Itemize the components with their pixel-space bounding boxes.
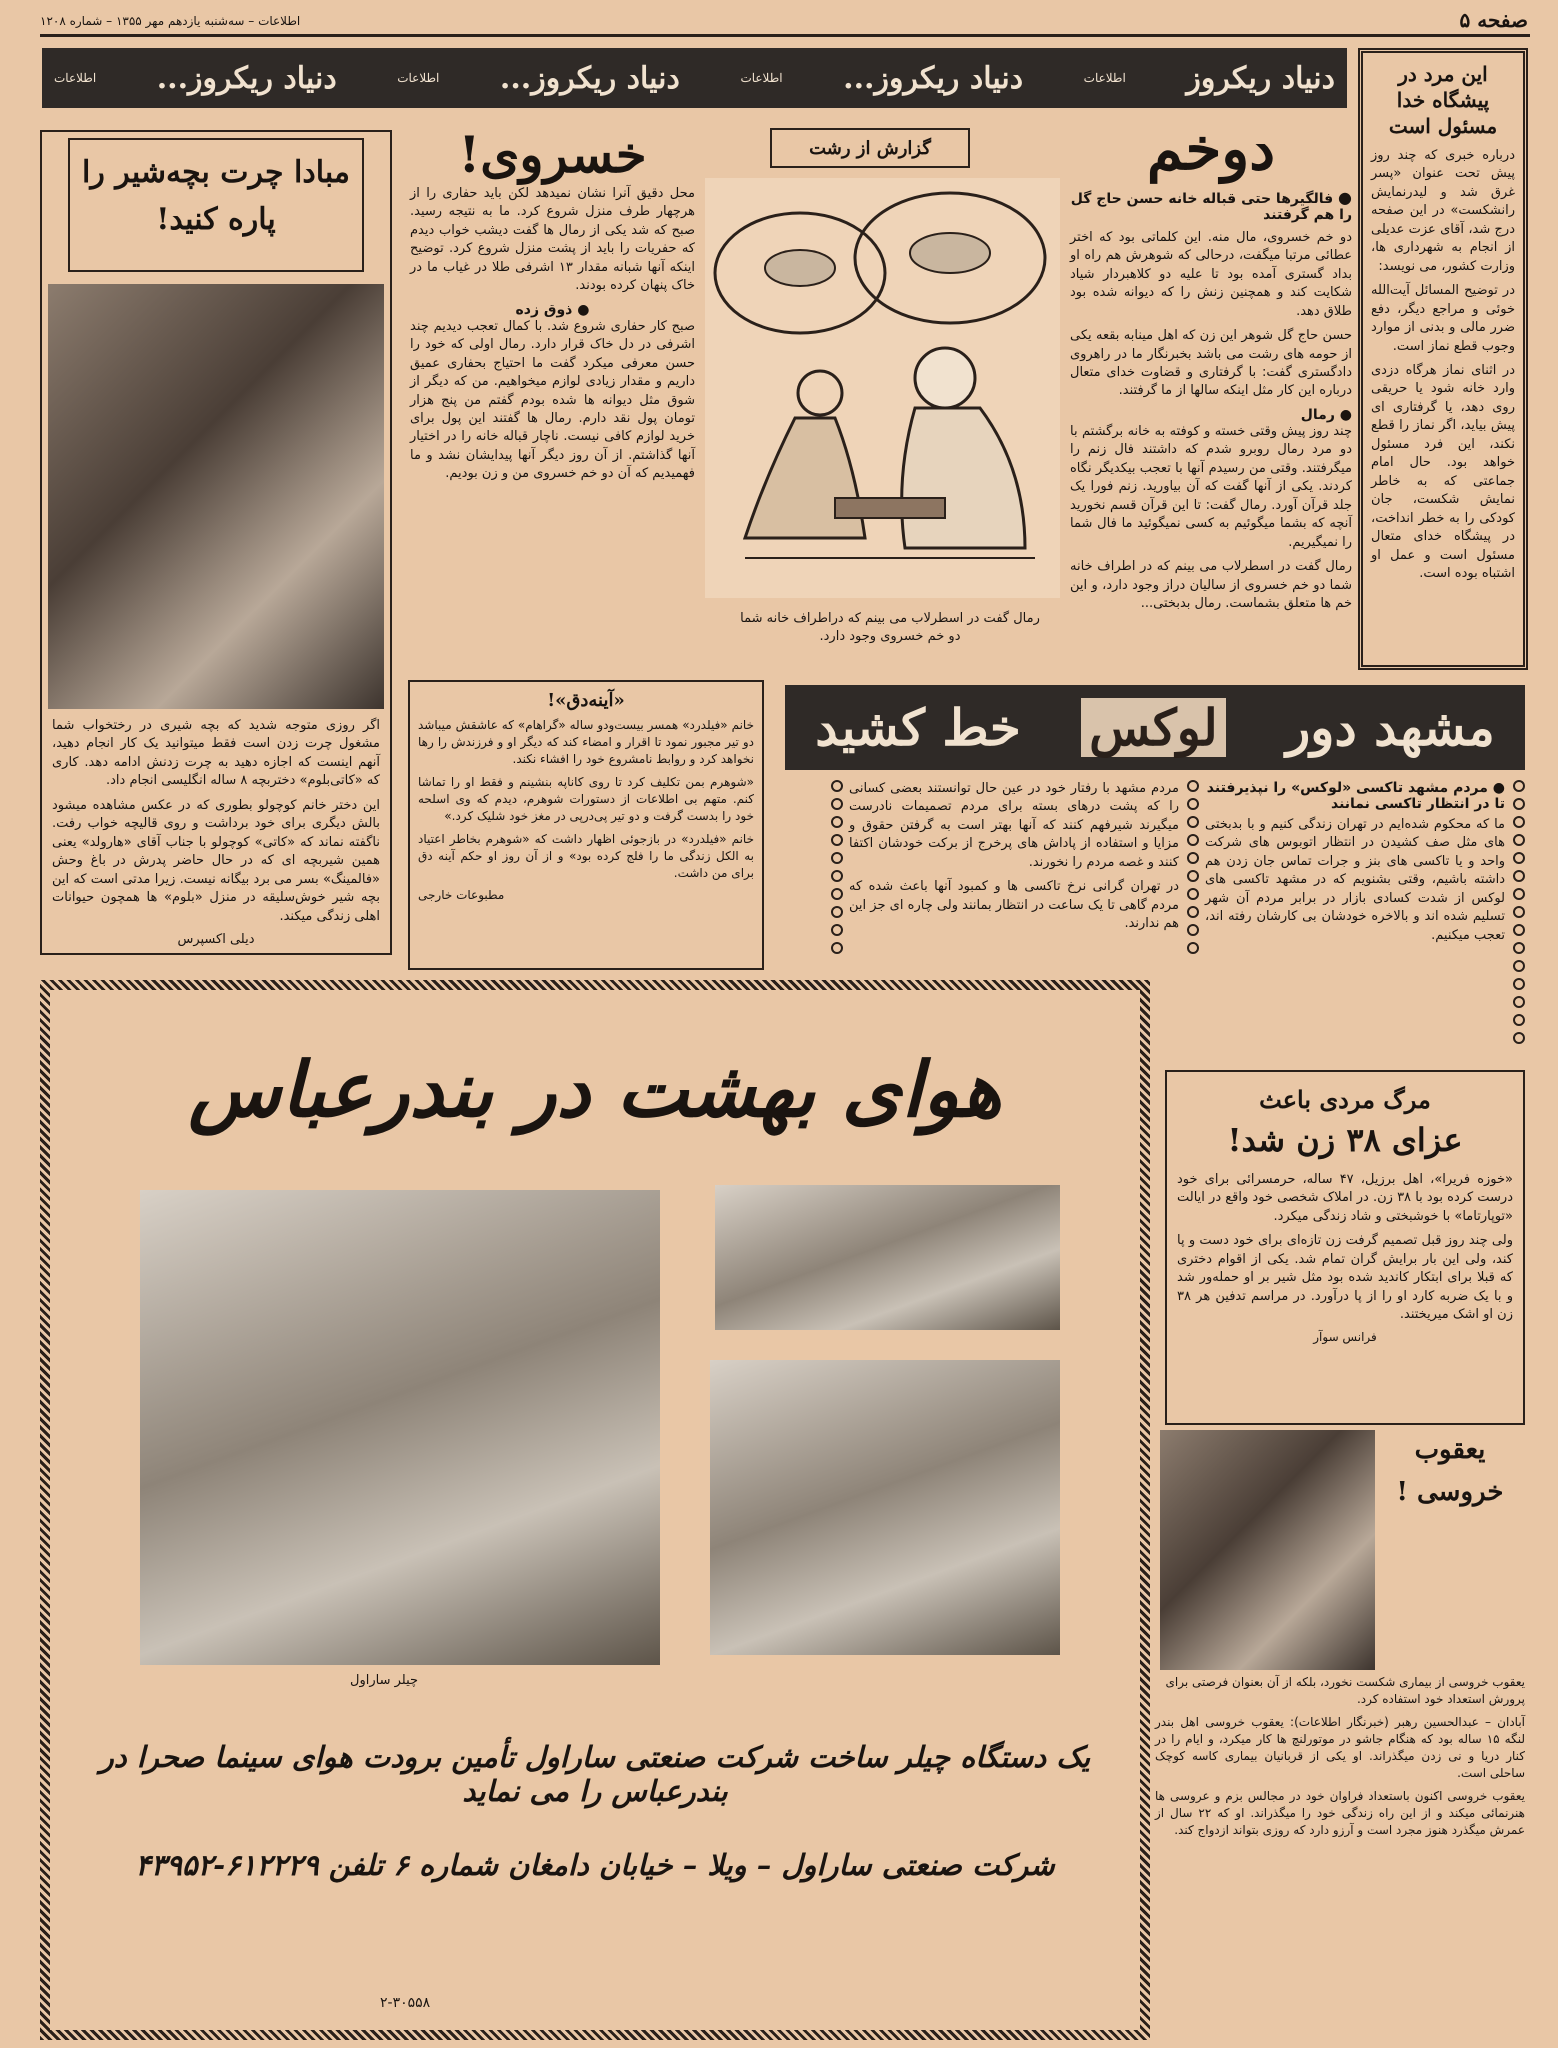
ad-code: ۲-۳۰۵۵۸ [380, 1995, 431, 2011]
article-title-a: مشهد دور [1286, 698, 1495, 757]
bullet-icon: ● [1339, 406, 1352, 423]
article-body: در توضیح المسائل آیت‌الله خوئی و مراجع دیگر، دفع ضرر مالی و بدنی از موارد وجوب قطع نماز است. [1371, 283, 1515, 354]
article-dukhom [1070, 115, 1352, 678]
header-rule [40, 34, 1530, 37]
article-death [1165, 1070, 1525, 1425]
article-credit: فرانس سوآر [1313, 1330, 1377, 1345]
bullet-icon: ● [1492, 780, 1505, 796]
article-body: در تهران گرانی نرخ تاکسی ها و کمبود آنها باعث شده که مردم گاهی تا یک ساعت در انتظار بمانند ولی چاره ای جز این هم ندارند. [849, 879, 1179, 932]
article-body: مردم مشهد با رفتار خود در عین حال توانستند بعضی کسانی را که پشت درهای بسته برای مردم تصمیمات نادرست میگیرند شیرفهم کنند که آنها بهتر است به گرفتن حقوق و مزایا و استفاده از پاداش های پرخرج از برکت خودشان اکتفا کنند و غصه مردم را نخورند. [849, 781, 1179, 870]
dot-border-middle [1185, 780, 1199, 1044]
bullet-icon: ● [577, 301, 590, 318]
cartoon-illustration [705, 178, 1060, 598]
cinema-exterior-photo [715, 1185, 1060, 1330]
banner-title-2: دنیاد ریکروز... [843, 60, 1024, 96]
article-body: در اثنای نماز هرگاه دزدی وارد خانه شود یا حریقی روی دهد، یا گرفتاری ای پیش بیاید، اگر نماز را قطع نکند، این فرد مسئول خواهد بود. حال امام جماعتی که به خاطر نمایش شکست، جان کودکی را به خطر انداخت، در پیشگاه خدای متعال مسئول است و عمل او اشتباه بوده است. [1371, 362, 1515, 581]
article-title: مبادا چرت بچه‌شیر را پاره کنید! [82, 155, 350, 237]
lion-cub-photo [48, 284, 384, 709]
article-body: خانم «فیلدرد» همسر بیست‌ودو ساله «گراهام» که عاشقش میباشد دو تیر مجبور نمود تا اقرار و امضاء کند که دیگر او و فرزندش را رها نخواهد کرد و روابط نامشروع خود را افشاء نکند. [418, 718, 754, 767]
banner-source-1: اطلاعات [1083, 71, 1126, 85]
ad-headline: هوای بهشت در بندرعباس [188, 1045, 1002, 1134]
article-title: خسروی! [458, 125, 647, 184]
article-subtitle: ● فالگیرها حتی قباله خانه حسن حاج گل را هم گرفتند [1070, 187, 1352, 223]
article-title-c: خط کشید [815, 698, 1021, 757]
article-body: «خوزه فریرا»، اهل برزیل، ۴۷ ساله، حرمسرائی برای خود درست کرده بود با ۳۸ زن. در املاک شخصی خود واقع در ایالت «توپارتاما» با خوشبختی و شاد زندگی میکرد. [1177, 1171, 1514, 1224]
article-body: حسن حاج گل شوهر این زن که اهل مینابه بقعه یکی از حومه های رشت می باشد بخبرنگار ما در راهروی دادگستری گفت: با گرفتاری و قضاوت خدای متعال درباره این کار مثل اینکه سالها از ما گرفتند. [1070, 328, 1352, 399]
article-body: «شوهرم بمن تکلیف کرد تا روی کاناپه بنشینم و فقط او را تماشا کنم. متهم بی اطلاعات از دستورات شوهرم، دیدم که وی اسلحه خود را بدست گرفت و دو تیر پی‌درپی در مغز خود شلیک کرد.» [418, 775, 754, 824]
article-body: محل دقیق آنرا نشان نمیدهد لکن باید حفاری را از هرچهار طرف منزل شروع کرد. ما به نتیجه رسید. صبح که شد یکی از رمال ها گفت دیشب خواب دیدم که حفریات را باید از پشت منزل شروع کرد. توضیح اینکه آنها شبانه مقدار ۱۳ اشرفی طلا در غیاب ما در خاک پنهان کرده بودند. [410, 186, 695, 294]
article-title: یعقوب [1414, 1435, 1486, 1465]
cinema-interior-photo [710, 1360, 1060, 1655]
article-body: دو خم خسروی، مال منه. این کلماتی بود که اختر عطائی مرتبا میگفت، درحالی که شوهرش هم راه او بداد گستری آمده بود تا علیه دو کلاهبردار شیاد شکایت کند و همچنین زنش را که دیوانه شده بود طلاق دهد. [1070, 229, 1352, 319]
issue-line: اطلاعات – سه‌شنبه یازدهم مهر ۱۳۵۵ – شماره ۱۲۰۸ [40, 14, 301, 28]
article-title: مرگ مردی باعث [1259, 1085, 1431, 1114]
article-subhead: ● ذوق زده [515, 301, 590, 318]
article-title-box [68, 138, 364, 272]
banner-title-3: دنیاد ریکروز... [499, 60, 680, 96]
article-title-b: لوکس [1081, 698, 1226, 757]
top-banner [42, 48, 1347, 108]
article-body: رمال گفت در اسطرلاب می بینم که در اطراف خانه شما دو خم خسروی از سالیان دراز وجود دارد، و این خم ها متعلق بشماست. رمال بدبختی... [1070, 559, 1352, 611]
banner-source-4: اطلاعات [54, 71, 97, 85]
banner-source-2: اطلاعات [740, 71, 783, 85]
article-body: آبادان – عبدالحسین رهبر (خبرنگار اطلاعات): یعقوب خروسی اهل بندر لنگه ۱۵ ساله بود که هنگام جاشو در موتورلنچ ها کار میکرد، و ایام را در کنار دریا و نی زدن میگذراند. او یکی از قربانیان بیماری کاسه کوچک ساحلی است. [1155, 1714, 1525, 1780]
article-credit: دیلی اکسپرس [177, 931, 255, 947]
article-body: چند روز پیش وقتی خسته و کوفته به خانه برگشتم با دو مرد رمال روبرو شدم که داشتند فال زنم را میگرفتند. وقتی من رسیدم آنها با تعجب بیکدیگر نگاه کردند. یکی از آنها گفت که آن بیاورید. زنم فورا یک جلد قرآن آورد. رمال گفت: تا این قرآن قسم نخورید آنچه که بشما میگوئیم به کسی نمیگوئید ما فال شما را نمیگیریم. [1070, 423, 1352, 550]
banner-title-4: دنیاد ریکروز... [156, 60, 337, 96]
article-title: این مرد در پیشگاه خدا مسئول است [1388, 62, 1498, 138]
photo-caption: چیلر ساراول [350, 1673, 419, 1688]
article-title-bar [785, 685, 1525, 770]
banner-title-1: دنیاد ریکروز [1186, 60, 1335, 96]
article-subhead: ● مردم مشهد تاکسی «لوکس» را نپذیرفتند تا در انتظار تاکسی نمانند [1206, 780, 1505, 812]
article-mirror [408, 680, 764, 970]
article-body: درباره خبری که چند روز پیش تحت عنوان «پسر غرق شد و لیدرنمایش رانشکست» در این صفحه درج شد، آقای عزت عدیلی از انجام به شهرداری ها، وزارت کشور، می نویسد: [1371, 148, 1515, 274]
cartoon-caption: رمال گفت در اسطرلاب می بینم که دراطراف خانه شما دو خم خسروی وجود دارد. [740, 611, 1040, 645]
ad-line-2: شرکت صنعتی ساراول – ویلا – خیابان دامغان شماره ۶ تلفن ۶۱۲۲۲۹-۴۳۹۵۲ [135, 1848, 1055, 1882]
article-yaghoub [1155, 1430, 1525, 2030]
photo-caption: یعقوب خروسی از بیماری شکست نخورد، بلکه از آن بعنوان فرصتی برای پرورش استعداد خود استفاده کرد. [1165, 1675, 1525, 1706]
article-title: «آینه‌دق»! [547, 690, 625, 711]
article-body: خانم «فیلدرد» در بازجوئی اظهار داشت که «شوهرم بخاطر اعتیاد به الکل زندگی ما را فلج کرده بود» و از آن روز او حکم آینه دق برای من داشت. [418, 832, 754, 881]
chiller-advertisement [40, 980, 1150, 2040]
article-body: اگر روزی متوجه شدید که بچه شیری در رختخواب شما مشغول چرت زدن است فقط میتوانید یک کار انجام دهید، آنهم اینست که اجازه دهید به چرت زدنش ادامه دهد. کاری که «کاتی‌بلوم» دختربچه ۸ ساله انگلیسی انجام داد. [52, 718, 380, 789]
article-title: عزای ۳۸ زن شد! [1227, 1121, 1463, 1159]
article-subhead: ● رمال [1300, 406, 1352, 423]
article-responsible-man [1358, 48, 1528, 670]
ad-line-1: یک دستگاه چیلر ساخت شرکت صنعتی ساراول تأمین برودت هوای سینما صحرا در بندرعباس را می نماید [99, 1740, 1091, 1808]
fortune-teller-cartoon-icon [705, 178, 1060, 598]
chiller-photo [140, 1190, 660, 1665]
article-body: ما که محکوم شده‌ایم در تهران زندگی کنیم و با بدبختی های مثل صف کشیدن در انتظار اتوبوس های شرکت واحد و یا تاکسی های بنز و جرات تماس جان زدن هم داشته باشیم، وقتی بشنویم که در مشهد تاکسی های لوکس از شدت کسادی بازار در برابر مردم آن شهر تسلیم شده اند و بالاخره خودشان بی کارشان رفته اند، تعجب میکنیم. [1205, 817, 1505, 943]
article-body: ولی چند روز قبل تصمیم گرفت زن تازه‌ای برای خود دست و پا کند، ولی این بار برایش گران تمام شد. یکی از اقوام دختری که قبلا برای ابتکار کاندید شده بود مثل شیر بر او حمله‌ور شد و با یک ضربه کارد او را از پا درآورد. در مراسم تدفین هر ۳۸ زن او اشک میریختند. [1177, 1233, 1513, 1322]
article-body: این دختر خانم کوچولو بطوری که در عکس مشاهده میشود بالش دیگری برای خود برداشت و روی قالیچه خواب رفت. ناگفته نماند که «کاتی» کوچولو با جناب آقای «هارولد» یعنی همین شیربچه ای که در حال حاضر پدرش در باغ وحش «فالمینگ» بسر می برد بیگانه نیست. زیرا مدتی است که این بچه شیر خوش‌سلیقه در منزل «بلوم» ها همچون حیوانات اهلی زندگی میکند. [52, 797, 380, 924]
bullet-icon: ● [1338, 187, 1352, 207]
article-credit: مطبوعات خارجی [418, 888, 505, 903]
article-title: دوخم [1146, 115, 1276, 183]
article-title: خروسی ! [1396, 1476, 1504, 1507]
article-body: یعقوب خروسی اکنون باستعداد فراوان خود در مجالس بزم و عروسی ها هنرنمائی میکند و از این راه زندگی خود را میگذراند. او که ۲۲ سال از عمرش میگذرد هنوز مجرد است و آرزو دارد که روزی بتواند ازدواج کند. [1155, 1788, 1526, 1837]
yaghoub-flute-photo [1160, 1430, 1375, 1670]
report-label: گزارش از رشت [770, 128, 970, 168]
page-number: صفحه ۵ [1459, 8, 1528, 32]
article-lion-cub [40, 130, 392, 955]
article-body: صبح کار حفاری شروع شد. با کمال تعجب دیدیم چند اشرفی در دل خاک قرار دارد. رمال اولی که خود را حسن معرفی میکرد گفت ما احتیاج بحفاری عمیق داریم و مقدار زیادی لوازم میخواهیم. من که دیگر از شوق مثل دیوانه ها شده بودم گفتم من پنج هزار تومان پول نقد دارم. رمال ها گفتند این پول برای خرید لوازم کافی نیست. ناچار قباله خانه را در اختیار آنها گذاشتم. از آن روز دیگر آنها پیدایشان نشد و ما فهمیدیم که آن دو خم خسروی من و زن بودیم. [410, 318, 695, 482]
banner-source-3: اطلاعات [397, 71, 440, 85]
article-khosravi [410, 125, 695, 670]
dot-border-right [1511, 780, 1525, 1044]
